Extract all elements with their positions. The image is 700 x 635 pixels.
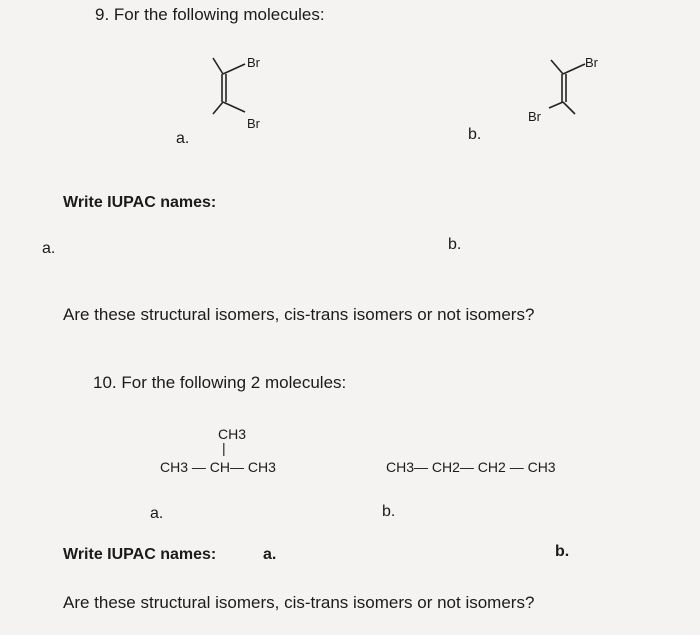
q9a-bottom-br: Br [247,116,260,131]
q10-title: 10. For the following 2 molecules: [93,373,347,392]
q9b-bottom-br: Br [528,109,541,124]
q9-molecule-a [205,48,285,131]
q10b-chain: CH3— CH2— CH2 — CH3 [386,459,556,475]
q9-answer-a: a. [42,240,56,257]
q10-write-names: Write IUPAC names: [63,546,217,563]
q10a-branch: CH3 [218,426,247,442]
q10-mol-b-label: b. [382,503,396,520]
q10a-branch-bond: | [222,440,226,456]
q9-mol-a-label: a. [176,130,190,147]
q10-mol-a-label: a. [150,505,164,522]
q10a-chain: CH3 — CH— CH3 [160,459,276,475]
q9-molecule-b [528,48,625,124]
q9-write-names: Write IUPAC names: [63,194,217,211]
q9a-top-br: Br [247,55,260,70]
q9-isomer-question: Are these structural isomers, cis-trans isomers or not isomers? [63,305,535,324]
q9b-top-br: Br [585,55,598,70]
q10-answer-a: a. [263,546,277,563]
q9-mol-b-label: b. [468,126,482,143]
q9-title: 9. For the following molecules: [95,5,325,24]
q9-answer-b: b. [448,236,462,253]
q10-answer-b: b. [555,543,570,560]
q10-isomer-question: Are these structural isomers, cis-trans isomers or not isomers? [63,593,535,612]
